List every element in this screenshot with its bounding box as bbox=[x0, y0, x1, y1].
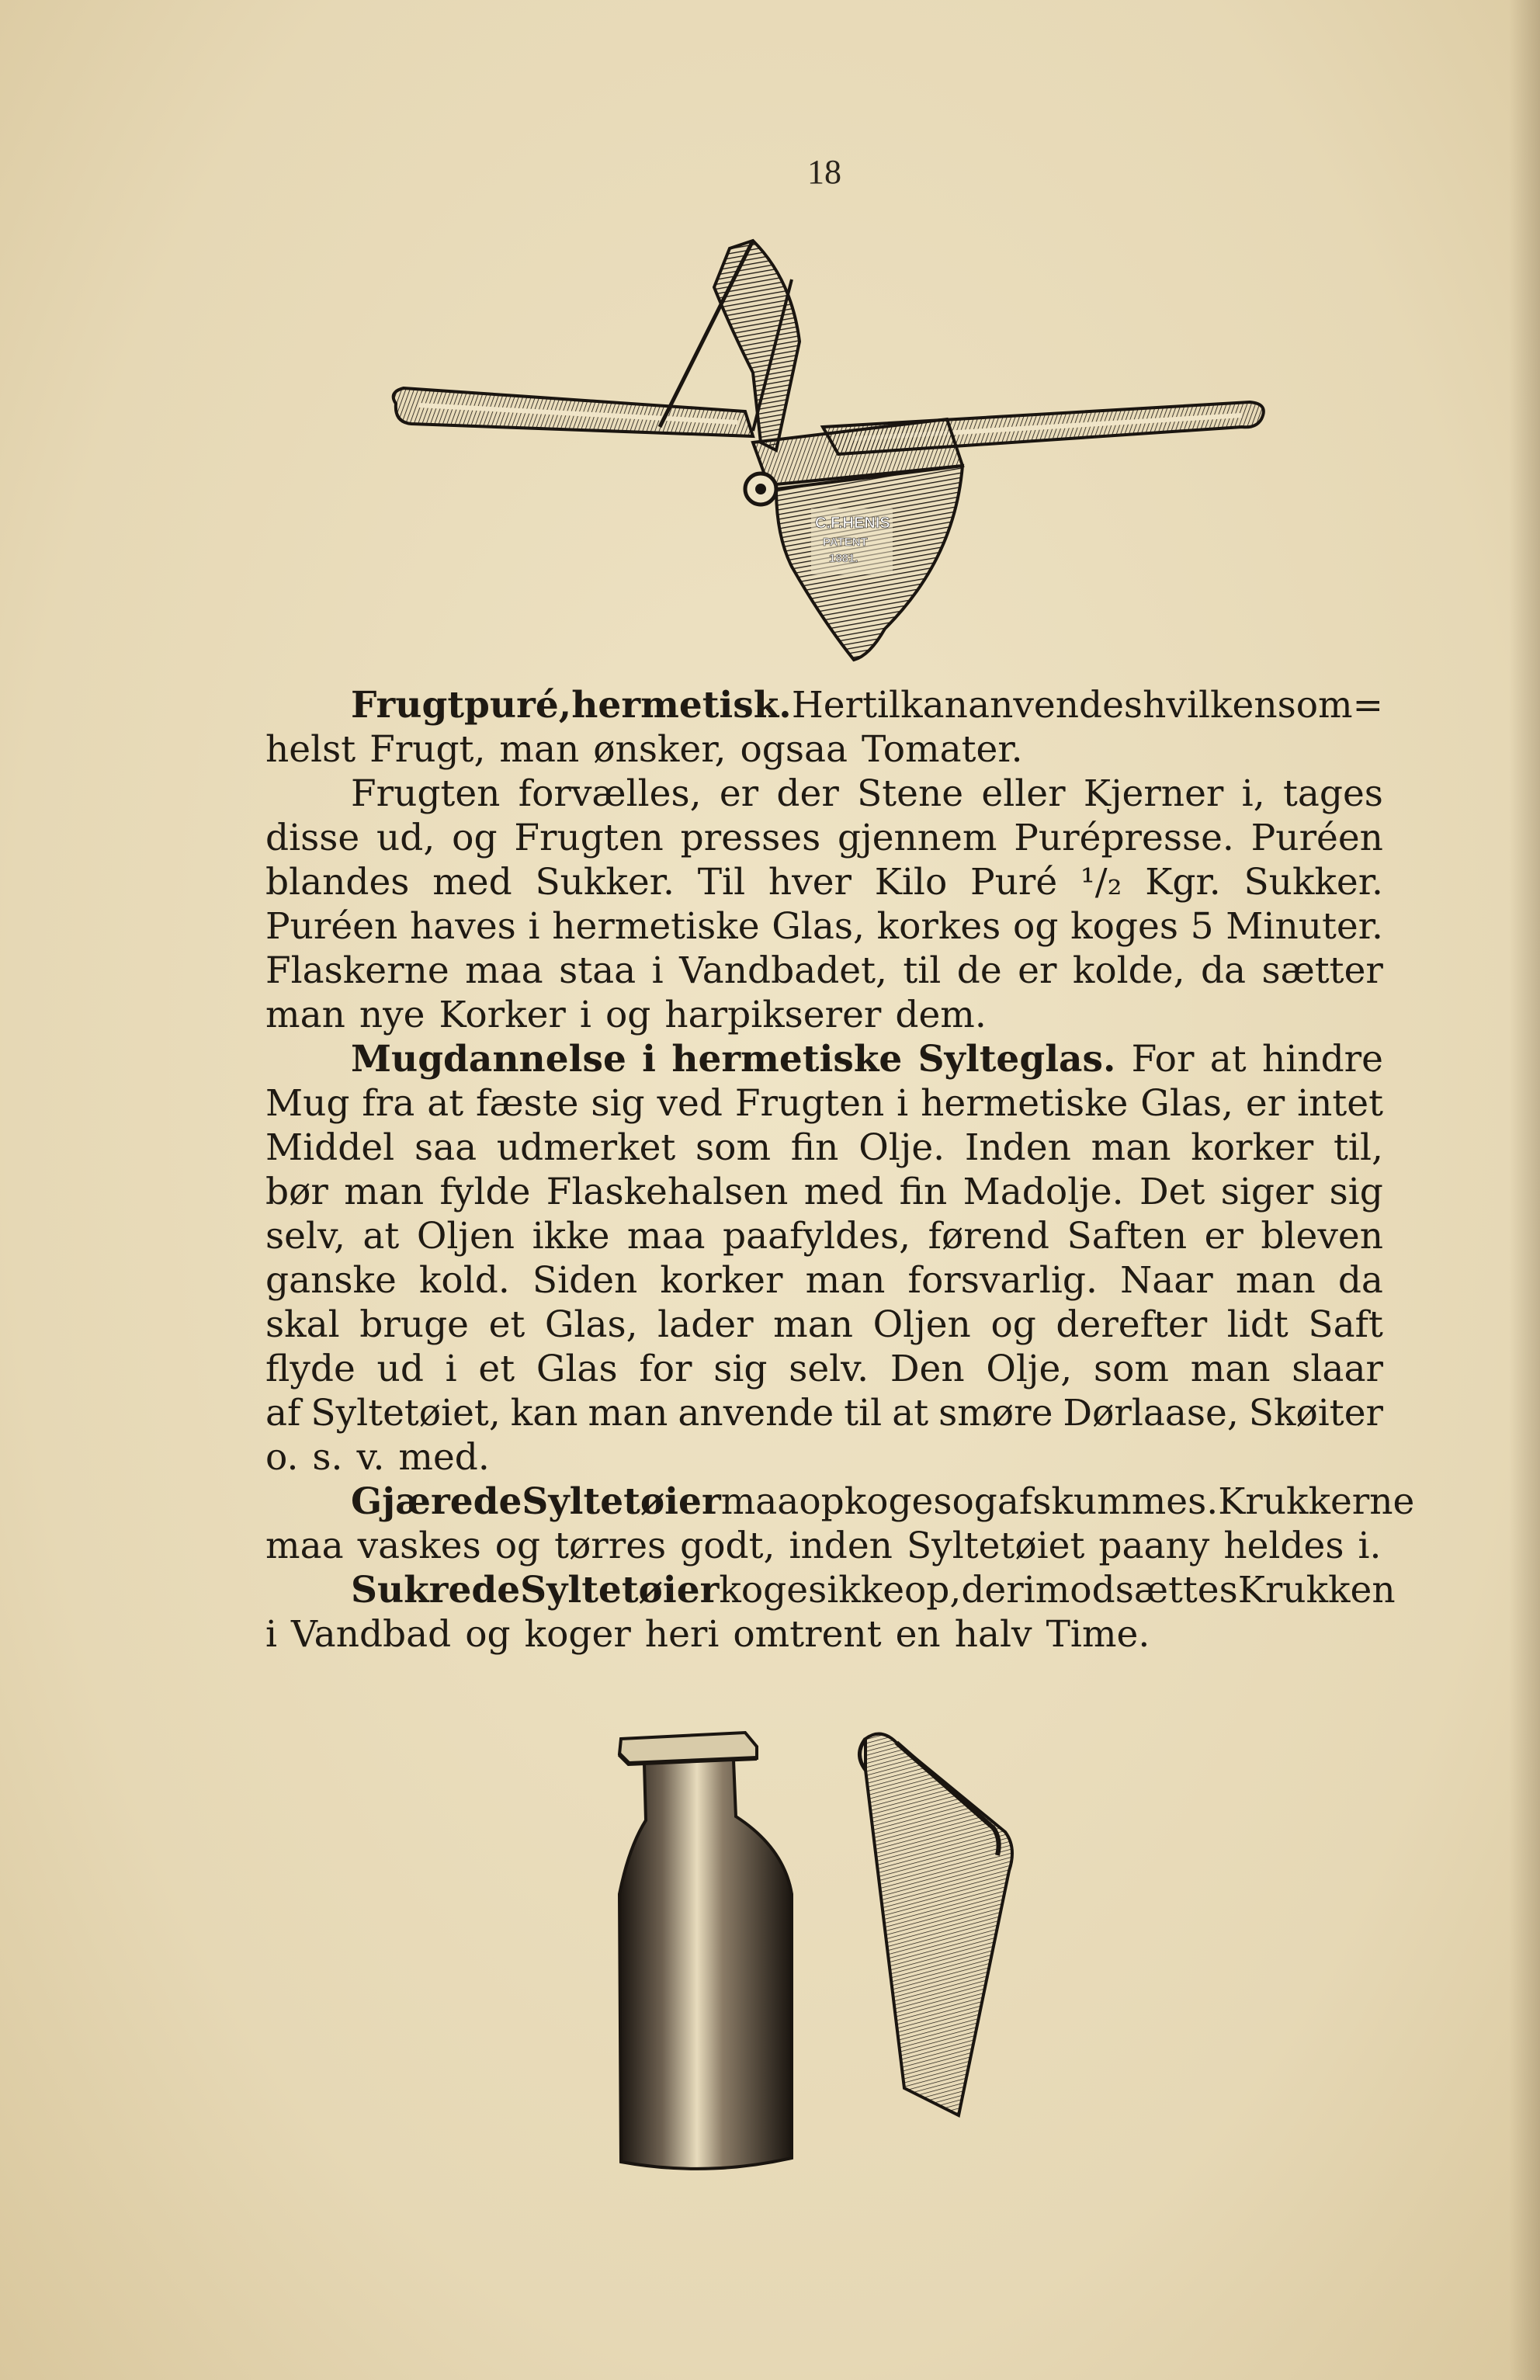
word: kolde, bbox=[1072, 949, 1185, 992]
word: man bbox=[1091, 1126, 1171, 1169]
word: Syltetøiet bbox=[906, 1525, 1085, 1567]
text-line bbox=[265, 1347, 1383, 1391]
word: at bbox=[362, 1215, 400, 1258]
word: Vandbad bbox=[291, 1613, 452, 1656]
word: slaar bbox=[1292, 1348, 1383, 1390]
text-line bbox=[265, 1524, 1383, 1568]
text-line bbox=[265, 860, 1383, 904]
word: korker bbox=[660, 1259, 783, 1302]
bold-word: i bbox=[642, 1038, 657, 1081]
word: disse bbox=[265, 817, 360, 859]
word: s. bbox=[312, 1436, 343, 1479]
text-line bbox=[265, 727, 1383, 772]
bottle-illustration bbox=[598, 1723, 815, 2181]
bold-word: hermetiske bbox=[671, 1038, 903, 1081]
word: Glas, bbox=[544, 1303, 638, 1346]
word: afskummes. bbox=[997, 1480, 1219, 1523]
word: derefter bbox=[1056, 1303, 1208, 1346]
word: Kilo bbox=[874, 861, 948, 904]
bold-word: Gjærede bbox=[351, 1480, 522, 1523]
word: Frugt, bbox=[369, 728, 486, 771]
word: Krukkerne bbox=[1218, 1480, 1415, 1523]
word: i bbox=[579, 994, 591, 1036]
word: bleven bbox=[1261, 1215, 1383, 1258]
word: hver bbox=[768, 861, 852, 904]
word: Purépresse. bbox=[1014, 817, 1234, 859]
word: fylde bbox=[439, 1171, 531, 1213]
word: Mug bbox=[265, 1082, 350, 1125]
word: ogsaa bbox=[740, 728, 848, 771]
puree-press-illustration bbox=[388, 233, 1273, 668]
word: man bbox=[805, 1259, 886, 1302]
bold-word: Frugtpuré, bbox=[351, 684, 572, 727]
word: flyde bbox=[265, 1348, 356, 1390]
word: i bbox=[897, 1082, 909, 1125]
word: Dørlaase, bbox=[1063, 1392, 1239, 1435]
paragraph bbox=[265, 683, 1383, 772]
word: Den bbox=[890, 1348, 965, 1390]
stamp-line-3: 1881. bbox=[829, 552, 858, 565]
lid-illustration bbox=[850, 1723, 1028, 2127]
text-line bbox=[265, 772, 1383, 816]
word: sætter bbox=[1261, 949, 1383, 992]
word: sig bbox=[713, 1348, 768, 1390]
word: Saften bbox=[1067, 1215, 1188, 1258]
word: med bbox=[432, 861, 512, 904]
word: og bbox=[465, 1613, 511, 1656]
word: Skøiter bbox=[1248, 1392, 1383, 1435]
word: heri bbox=[644, 1613, 720, 1656]
text-line bbox=[265, 1612, 1383, 1657]
word: Inden bbox=[964, 1126, 1071, 1169]
word: Tomater. bbox=[862, 728, 1023, 771]
word: hermetiske bbox=[552, 905, 760, 948]
word: ud, bbox=[376, 817, 435, 859]
text-line bbox=[265, 1303, 1383, 1347]
word: der bbox=[776, 772, 839, 815]
word: 5 bbox=[1190, 905, 1214, 948]
word: man bbox=[1235, 1259, 1316, 1302]
word: ved bbox=[657, 1082, 723, 1125]
word: med bbox=[803, 1171, 884, 1213]
word: Naar bbox=[1120, 1259, 1213, 1302]
word: sig bbox=[591, 1082, 645, 1125]
word: for bbox=[639, 1348, 692, 1390]
word: Saft bbox=[1308, 1303, 1383, 1346]
word: som bbox=[1093, 1348, 1169, 1390]
word: kan bbox=[900, 684, 968, 727]
word: Det bbox=[1139, 1171, 1205, 1213]
word: smøre bbox=[938, 1392, 1053, 1435]
word: paafyldes, bbox=[723, 1215, 911, 1258]
word: Syltetøiet, bbox=[310, 1392, 501, 1435]
word: og bbox=[605, 994, 651, 1036]
word: Krukken bbox=[1237, 1569, 1396, 1612]
word: forvælles, bbox=[518, 772, 702, 815]
text-line bbox=[265, 1258, 1383, 1303]
word: til, bbox=[1334, 1126, 1383, 1169]
word: Minuter. bbox=[1226, 905, 1383, 948]
word: bruge bbox=[359, 1303, 469, 1346]
bold-word: Sylteglas. bbox=[917, 1038, 1116, 1081]
word: Stene bbox=[857, 772, 964, 815]
paragraph bbox=[265, 1037, 1383, 1480]
word: presses bbox=[680, 817, 821, 859]
word: heldes bbox=[1223, 1525, 1344, 1567]
word: fin bbox=[790, 1126, 839, 1169]
word: vaskes bbox=[357, 1525, 481, 1567]
word: sættes bbox=[1115, 1569, 1238, 1612]
word: at bbox=[427, 1082, 464, 1125]
word: intet bbox=[1297, 1082, 1383, 1125]
word: inden bbox=[789, 1525, 893, 1567]
word: i bbox=[651, 949, 664, 992]
page-edge-shadow bbox=[1509, 0, 1540, 2380]
word: v. bbox=[356, 1436, 385, 1479]
word: kan bbox=[510, 1392, 578, 1435]
word: gjennem bbox=[838, 817, 997, 859]
word: man bbox=[265, 994, 345, 1036]
word: staa bbox=[559, 949, 636, 992]
word: og bbox=[1013, 905, 1059, 948]
word: og bbox=[452, 817, 498, 859]
word: er bbox=[1204, 1215, 1243, 1258]
word: Puré bbox=[970, 861, 1058, 904]
word: tages bbox=[1282, 772, 1383, 815]
text-line bbox=[265, 1391, 1383, 1435]
paragraph bbox=[265, 1568, 1396, 1657]
word: anvendes bbox=[968, 684, 1143, 727]
word: Olje, bbox=[986, 1348, 1073, 1390]
word: til bbox=[903, 949, 942, 992]
text-line bbox=[265, 1568, 1396, 1612]
word: nye bbox=[359, 994, 425, 1036]
text-line bbox=[265, 1037, 1383, 1081]
word: siger bbox=[1220, 1171, 1314, 1213]
word: blandes bbox=[265, 861, 410, 904]
word: i bbox=[528, 905, 540, 948]
text-line bbox=[265, 1435, 1383, 1480]
word: dem. bbox=[895, 994, 987, 1036]
word: i. bbox=[1358, 1525, 1382, 1567]
word: op, bbox=[904, 1569, 962, 1612]
word: er bbox=[1018, 949, 1057, 992]
word: Hertil bbox=[791, 684, 901, 727]
word: ikke bbox=[532, 1215, 610, 1258]
word: i, bbox=[1241, 772, 1265, 815]
bold-word: Syltetøier bbox=[522, 1480, 721, 1523]
word: lader bbox=[657, 1303, 754, 1346]
word: ¹/₂ bbox=[1080, 861, 1122, 904]
word: Glas, bbox=[772, 905, 865, 948]
word: en bbox=[895, 1613, 941, 1656]
paragraph bbox=[265, 772, 1383, 1037]
word: af bbox=[265, 1392, 301, 1435]
word: skal bbox=[265, 1303, 340, 1346]
word: Flaskehalsen bbox=[546, 1171, 789, 1213]
word: Olje. bbox=[858, 1126, 945, 1169]
word: Time. bbox=[1046, 1613, 1150, 1656]
bold-word: Syltetøier bbox=[520, 1569, 720, 1612]
word: koges bbox=[719, 1569, 827, 1612]
word: da bbox=[1337, 1259, 1383, 1302]
word: derimod bbox=[961, 1569, 1115, 1612]
word: de bbox=[956, 949, 1002, 992]
word: selv. bbox=[789, 1348, 869, 1390]
word: fæste bbox=[476, 1082, 579, 1125]
word: til bbox=[844, 1392, 883, 1435]
word: anvende bbox=[678, 1392, 834, 1435]
word: maa bbox=[720, 1480, 799, 1523]
bold-word: hermetisk. bbox=[571, 684, 792, 727]
word: ganske bbox=[265, 1259, 397, 1302]
word: helst bbox=[265, 728, 356, 771]
word: harpikserer bbox=[664, 994, 882, 1036]
text-line bbox=[265, 1214, 1383, 1258]
word: Siden bbox=[532, 1259, 638, 1302]
word: man bbox=[499, 728, 580, 771]
word: Kgr. bbox=[1145, 861, 1221, 904]
word: udmerket bbox=[496, 1126, 676, 1169]
word: Kjerner bbox=[1083, 772, 1224, 815]
word: fin bbox=[899, 1171, 948, 1213]
word: kold. bbox=[418, 1259, 510, 1302]
text-line bbox=[265, 683, 1383, 727]
word: Glas bbox=[536, 1348, 618, 1390]
word: i bbox=[265, 1613, 278, 1656]
word: maa bbox=[626, 1215, 706, 1258]
word: selv, bbox=[265, 1215, 345, 1258]
word: Glas, bbox=[1140, 1082, 1233, 1125]
word: i bbox=[445, 1348, 457, 1390]
word: sig bbox=[1329, 1171, 1383, 1213]
word: førend bbox=[928, 1215, 1049, 1258]
word: Sukker. bbox=[1243, 861, 1383, 904]
word: man bbox=[588, 1392, 668, 1435]
body-text bbox=[265, 683, 1415, 1657]
word: Frugten bbox=[351, 772, 501, 815]
word: omtrent bbox=[733, 1613, 882, 1656]
word: Oljen bbox=[416, 1215, 515, 1258]
bold-word: Sukrede bbox=[351, 1569, 521, 1612]
word: Oljen bbox=[872, 1303, 971, 1346]
word: et bbox=[478, 1348, 515, 1390]
stamp-line-2: PATENT bbox=[823, 536, 868, 549]
word: og bbox=[952, 1480, 997, 1523]
word: hindre bbox=[1262, 1038, 1383, 1081]
text-line bbox=[265, 1170, 1383, 1214]
word: med. bbox=[398, 1436, 490, 1479]
word: at bbox=[1209, 1038, 1247, 1081]
word: ud bbox=[376, 1348, 424, 1390]
word: halv bbox=[954, 1613, 1032, 1656]
word: man bbox=[344, 1171, 425, 1213]
word: fra bbox=[362, 1082, 415, 1125]
word: o. bbox=[265, 1436, 299, 1479]
word: forsvarlig. bbox=[907, 1259, 1098, 1302]
text-line bbox=[265, 1081, 1383, 1126]
word: tørres bbox=[554, 1525, 667, 1567]
word: Middel bbox=[265, 1126, 395, 1169]
word: koges bbox=[1070, 905, 1178, 948]
word: og bbox=[494, 1525, 541, 1567]
text-line bbox=[265, 949, 1383, 993]
text-line bbox=[265, 1480, 1415, 1524]
word: man bbox=[773, 1303, 854, 1346]
word: og bbox=[990, 1303, 1036, 1346]
word: koger bbox=[524, 1613, 631, 1656]
bold-word: Mugdannelse bbox=[351, 1038, 626, 1081]
word: Sukker. bbox=[535, 861, 675, 904]
word: man bbox=[1190, 1348, 1271, 1390]
word: lidt bbox=[1226, 1303, 1289, 1346]
word: Vandbadet, bbox=[679, 949, 887, 992]
word: er bbox=[719, 772, 759, 815]
word: korker bbox=[1191, 1126, 1314, 1169]
word: korkes bbox=[876, 905, 1001, 948]
word: Flaskerne bbox=[265, 949, 449, 992]
word: et bbox=[488, 1303, 525, 1346]
word: For bbox=[1131, 1038, 1195, 1081]
word: ikke bbox=[827, 1569, 905, 1612]
word: hvilkensom= bbox=[1143, 684, 1383, 727]
text-line bbox=[265, 816, 1383, 860]
word: Frugten bbox=[514, 817, 664, 859]
word: maa bbox=[265, 1525, 344, 1567]
word: eller bbox=[981, 772, 1066, 815]
word: maa bbox=[465, 949, 543, 992]
word: paany bbox=[1098, 1525, 1210, 1567]
word: ønsker, bbox=[593, 728, 727, 771]
page-number: 18 bbox=[807, 153, 841, 191]
word: Puréen bbox=[1250, 817, 1383, 859]
text-line bbox=[265, 993, 1383, 1037]
word: Korker bbox=[439, 994, 566, 1036]
word: Puréen bbox=[265, 905, 398, 948]
word: som bbox=[695, 1126, 772, 1169]
word: at bbox=[892, 1392, 929, 1435]
word: bør bbox=[265, 1171, 328, 1213]
word: Til bbox=[697, 861, 746, 904]
word: da bbox=[1200, 949, 1247, 992]
word: opkoges bbox=[799, 1480, 952, 1523]
word: er bbox=[1245, 1082, 1285, 1125]
word: haves bbox=[409, 905, 516, 948]
text-line bbox=[265, 1126, 1383, 1170]
word: Madolje. bbox=[962, 1171, 1124, 1213]
word: godt, bbox=[680, 1525, 775, 1567]
word: saa bbox=[414, 1126, 477, 1169]
text-line bbox=[265, 904, 1383, 949]
paragraph bbox=[265, 1480, 1415, 1568]
word: Frugten bbox=[734, 1082, 885, 1125]
stamp-line-1: C.F.HENIS bbox=[815, 515, 890, 532]
word: hermetiske bbox=[921, 1082, 1129, 1125]
